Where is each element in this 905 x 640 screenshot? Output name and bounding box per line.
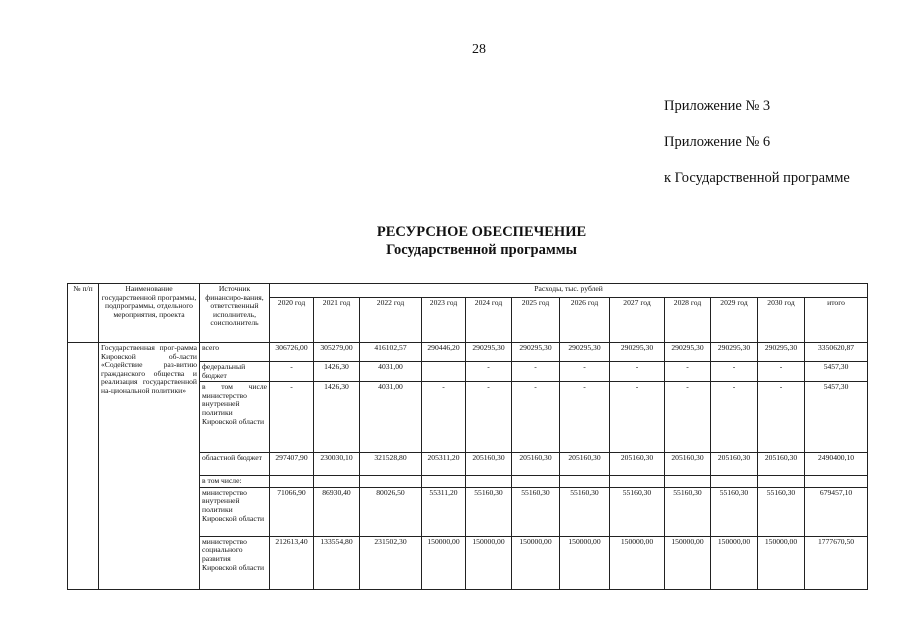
header-num: № п/п	[68, 284, 99, 343]
header-year-6: 2026 год	[560, 298, 610, 343]
value-cell: 150000,00	[512, 536, 560, 589]
value-cell: -	[758, 362, 805, 382]
value-cell: 212613,40	[270, 536, 314, 589]
document-subtitle: Государственной программы	[386, 242, 577, 258]
value-cell	[270, 476, 314, 488]
value-cell: 3350620,87	[805, 343, 868, 362]
value-cell	[758, 476, 805, 488]
value-cell: 205311,20	[422, 453, 466, 476]
value-cell: 290295,30	[610, 343, 665, 362]
value-cell: 55160,30	[512, 487, 560, 536]
document-title: РЕСУРСНОЕ ОБЕСПЕЧЕНИЕ	[376, 224, 587, 240]
header-year-7: 2027 год	[610, 298, 665, 343]
value-cell: 305279,00	[314, 343, 360, 362]
value-cell: 290446,20	[422, 343, 466, 362]
value-cell: 150000,00	[665, 536, 711, 589]
table-row	[68, 343, 868, 362]
value-cell	[314, 476, 360, 488]
header-year-9: 2029 год	[711, 298, 758, 343]
value-cell: 416102,57	[360, 343, 422, 362]
header-year-0: 2020 год	[270, 298, 314, 343]
program-name-cell: Государственная прог-рамма Кировской об-ласти «Содействие раз-витию гражданского общества и реализация государственной на-циональной политики»	[99, 343, 200, 590]
value-cell: 205160,30	[758, 453, 805, 476]
value-cell: 290295,30	[466, 343, 512, 362]
value-cell: -	[665, 362, 711, 382]
value-cell: 205160,30	[512, 453, 560, 476]
value-cell: 80026,50	[360, 487, 422, 536]
value-cell: -	[270, 362, 314, 382]
source-cell: областной бюджет	[200, 453, 270, 476]
appendix-line-2: Приложение № 6	[664, 134, 771, 150]
value-cell: 55160,30	[610, 487, 665, 536]
value-cell: 86930,40	[314, 487, 360, 536]
header-year-1: 2021 год	[314, 298, 360, 343]
value-cell	[360, 476, 422, 488]
value-cell: 150000,00	[560, 536, 610, 589]
value-cell: 55160,30	[665, 487, 711, 536]
value-cell: 297407,90	[270, 453, 314, 476]
value-cell	[466, 476, 512, 488]
value-cell: -	[422, 382, 466, 453]
value-cell: -	[270, 382, 314, 453]
value-cell: 4031,00	[360, 382, 422, 453]
value-cell: 55160,30	[711, 487, 758, 536]
value-cell: 290295,30	[758, 343, 805, 362]
value-cell: 321528,80	[360, 453, 422, 476]
value-cell: 230030,10	[314, 453, 360, 476]
value-cell: 1777670,50	[805, 536, 868, 589]
value-cell: -	[512, 362, 560, 382]
value-cell	[560, 476, 610, 488]
resource-table	[67, 283, 868, 590]
value-cell: 290295,30	[560, 343, 610, 362]
header-year-8: 2028 год	[665, 298, 711, 343]
source-cell: министерство внутренней политики Кировской области	[200, 487, 270, 536]
value-cell: 55311,20	[422, 487, 466, 536]
row-num-cell	[68, 343, 99, 590]
value-cell: 2490400,10	[805, 453, 868, 476]
value-cell: -	[610, 382, 665, 453]
value-cell: 5457,30	[805, 382, 868, 453]
header-year-11: итого	[805, 298, 868, 343]
value-cell: -	[512, 382, 560, 453]
value-cell: 290295,30	[711, 343, 758, 362]
value-cell: -	[711, 382, 758, 453]
header-source: Источник финансиро-вания, ответственный исполнитель, соисполнитель	[200, 284, 270, 343]
header-expenses: Расходы, тыс. рублей	[270, 284, 868, 298]
value-cell: 205160,30	[560, 453, 610, 476]
value-cell	[512, 476, 560, 488]
value-cell: 133554,80	[314, 536, 360, 589]
value-cell: -	[560, 362, 610, 382]
source-cell: министерство социального развития Кировской области	[200, 536, 270, 589]
header-year-5: 2025 год	[512, 298, 560, 343]
value-cell: 1426,30	[314, 382, 360, 453]
source-cell: всего	[200, 343, 270, 362]
value-cell: 205160,30	[665, 453, 711, 476]
value-cell: 1426,30	[314, 362, 360, 382]
value-cell: 5457,30	[805, 362, 868, 382]
value-cell: 306726,00	[270, 343, 314, 362]
value-cell	[711, 476, 758, 488]
source-cell: в том числе:	[200, 476, 270, 488]
value-cell: 205160,30	[610, 453, 665, 476]
header-year-4: 2024 год	[466, 298, 512, 343]
header-name: Наименование государственной программы, подпрограммы, отдельного мероприятия, проекта	[99, 284, 200, 343]
header-year-10: 2030 год	[758, 298, 805, 343]
header-year-3: 2023 год	[422, 298, 466, 343]
appendix-line-3: к Государственной программе	[664, 170, 850, 186]
value-cell	[422, 362, 466, 382]
value-cell: 55160,30	[466, 487, 512, 536]
value-cell: 150000,00	[758, 536, 805, 589]
value-cell: 71066,90	[270, 487, 314, 536]
value-cell	[422, 476, 466, 488]
table-header-row	[68, 284, 868, 298]
value-cell: 150000,00	[711, 536, 758, 589]
value-cell: -	[466, 362, 512, 382]
value-cell: 4031,00	[360, 362, 422, 382]
header-year-2: 2022 год	[360, 298, 422, 343]
value-cell: 150000,00	[466, 536, 512, 589]
appendix-line-1: Приложение № 3	[664, 98, 771, 114]
value-cell	[610, 476, 665, 488]
value-cell: -	[711, 362, 758, 382]
value-cell: 55160,30	[758, 487, 805, 536]
value-cell: 290295,30	[665, 343, 711, 362]
page-number: 28	[472, 42, 486, 57]
value-cell: 55160,30	[560, 487, 610, 536]
value-cell: -	[610, 362, 665, 382]
value-cell: -	[466, 382, 512, 453]
value-cell: 205160,30	[466, 453, 512, 476]
value-cell: 290295,30	[512, 343, 560, 362]
source-cell: федеральный бюджет	[200, 362, 270, 382]
value-cell: -	[560, 382, 610, 453]
value-cell	[805, 476, 868, 488]
value-cell: -	[758, 382, 805, 453]
value-cell: 150000,00	[610, 536, 665, 589]
value-cell: 150000,00	[422, 536, 466, 589]
source-cell: в том числе министерство внутренней политики Кировской области	[200, 382, 270, 453]
value-cell: 231502,30	[360, 536, 422, 589]
value-cell: 205160,30	[711, 453, 758, 476]
value-cell	[665, 476, 711, 488]
value-cell: -	[665, 382, 711, 453]
value-cell: 679457,10	[805, 487, 868, 536]
